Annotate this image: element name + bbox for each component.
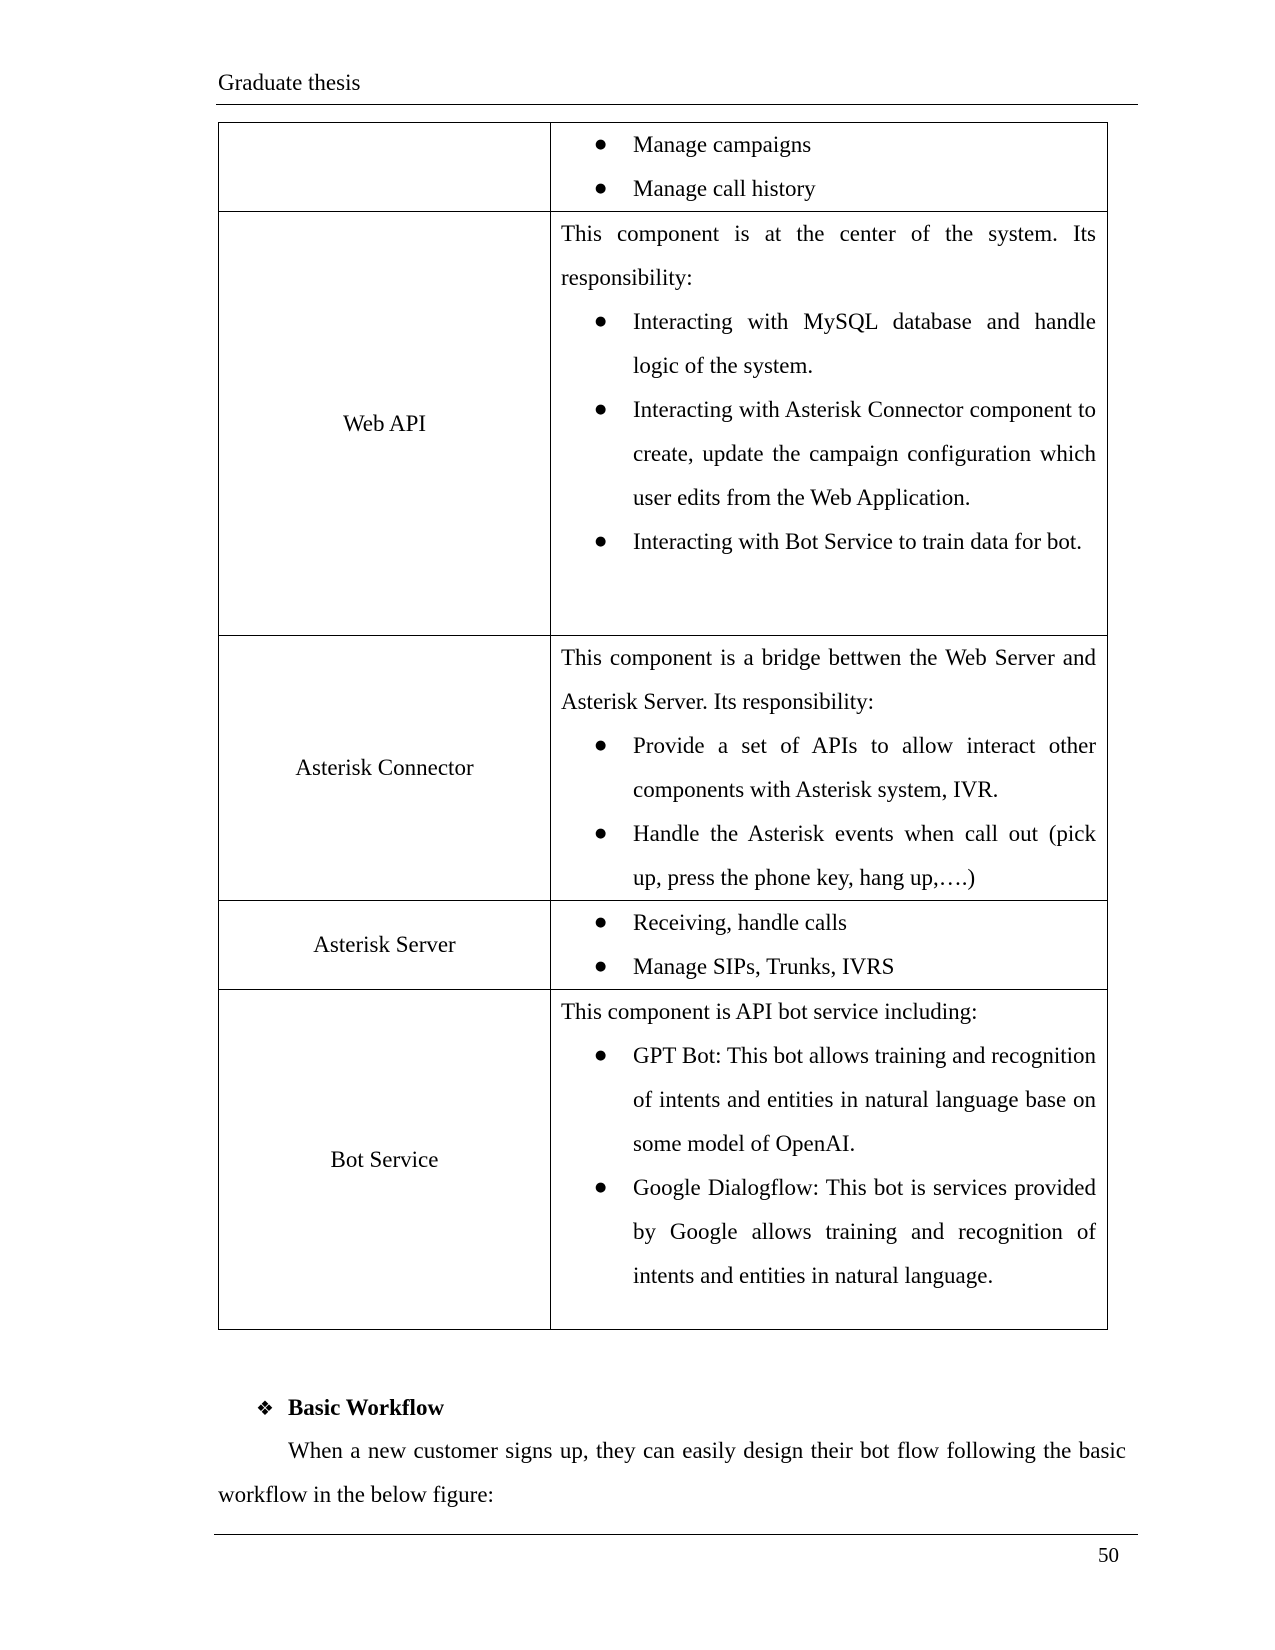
- component-name-cell: [219, 212, 551, 636]
- component-name-cell: [219, 636, 551, 901]
- page-header-title: Graduate thesis: [218, 70, 361, 95]
- table-row: [219, 123, 1108, 212]
- list-item: ● Handle the Asterisk events when call out (pick up, press the phone key, hang up,….): [561, 812, 1096, 900]
- component-description-cell: [551, 212, 1108, 636]
- list-item: ● Manage SIPs, Trunks, IVRS: [561, 945, 1096, 989]
- component-name-cell: [219, 990, 551, 1330]
- diamond-bullet-icon: ❖: [256, 1396, 274, 1420]
- responsibility-list: [561, 1034, 1096, 1298]
- footer-divider: [214, 1534, 1138, 1535]
- component-description-cell: [551, 901, 1108, 990]
- responsibility-list: [561, 901, 1096, 989]
- component-table: [218, 122, 1108, 1330]
- component-name: Web API: [342, 410, 427, 436]
- component-description-cell: [551, 123, 1108, 212]
- list-item: ● Interacting with Asterisk Connector component to create, update the campaign configuration which user edits from the Web Application.: [561, 388, 1096, 520]
- responsibility-list: [561, 300, 1096, 564]
- table-row: [219, 212, 1108, 636]
- component-name-cell: [219, 123, 551, 212]
- list-item: ● GPT Bot: This bot allows training and recognition of intents and entities in natural language base on some model of OpenAI.: [561, 1034, 1096, 1166]
- component-name: Bot Service: [330, 1146, 439, 1172]
- table-row: [219, 990, 1108, 1330]
- header-divider: [216, 104, 1138, 105]
- component-description: This component is API bot service including:: [561, 999, 978, 1024]
- list-item: ● Google Dialogflow: This bot is services provided by Google allows training and recognition of intents and entities in natural language.: [561, 1166, 1096, 1298]
- component-description: This component is at the center of the system. Its responsibility:: [561, 221, 1096, 290]
- body-paragraph: When a new customer signs up, they can easily design their bot flow following the basic workflow in the below figure:: [218, 1438, 1126, 1507]
- list-item: ● Interacting with MySQL database and handle logic of the system.: [561, 300, 1096, 388]
- component-name: Asterisk Server: [313, 932, 456, 957]
- table-row: [219, 901, 1108, 990]
- table-row: [219, 636, 1108, 901]
- component-description: This component is a bridge bettwen the Web Server and Asterisk Server. Its responsibility:: [561, 645, 1096, 714]
- list-item: ● Manage call history: [561, 167, 1096, 211]
- list-item: ● Interacting with Bot Service to train data for bot.: [561, 520, 1096, 564]
- page-number: 50: [1098, 1543, 1119, 1567]
- list-item: ● Receiving, handle calls: [561, 901, 1096, 945]
- component-description-cell: [551, 990, 1108, 1330]
- component-name: Asterisk Connector: [295, 755, 474, 780]
- component-name-cell: [219, 901, 551, 990]
- section-heading-text: Basic Workflow: [287, 1395, 445, 1420]
- component-description-cell: [551, 636, 1108, 901]
- responsibility-list: [561, 123, 1096, 211]
- responsibility-list: [561, 724, 1096, 900]
- list-item: ● Provide a set of APIs to allow interact other components with Asterisk system, IVR.: [561, 724, 1096, 812]
- section-heading: [256, 1393, 444, 1423]
- list-item: ● Manage campaigns: [561, 123, 1096, 167]
